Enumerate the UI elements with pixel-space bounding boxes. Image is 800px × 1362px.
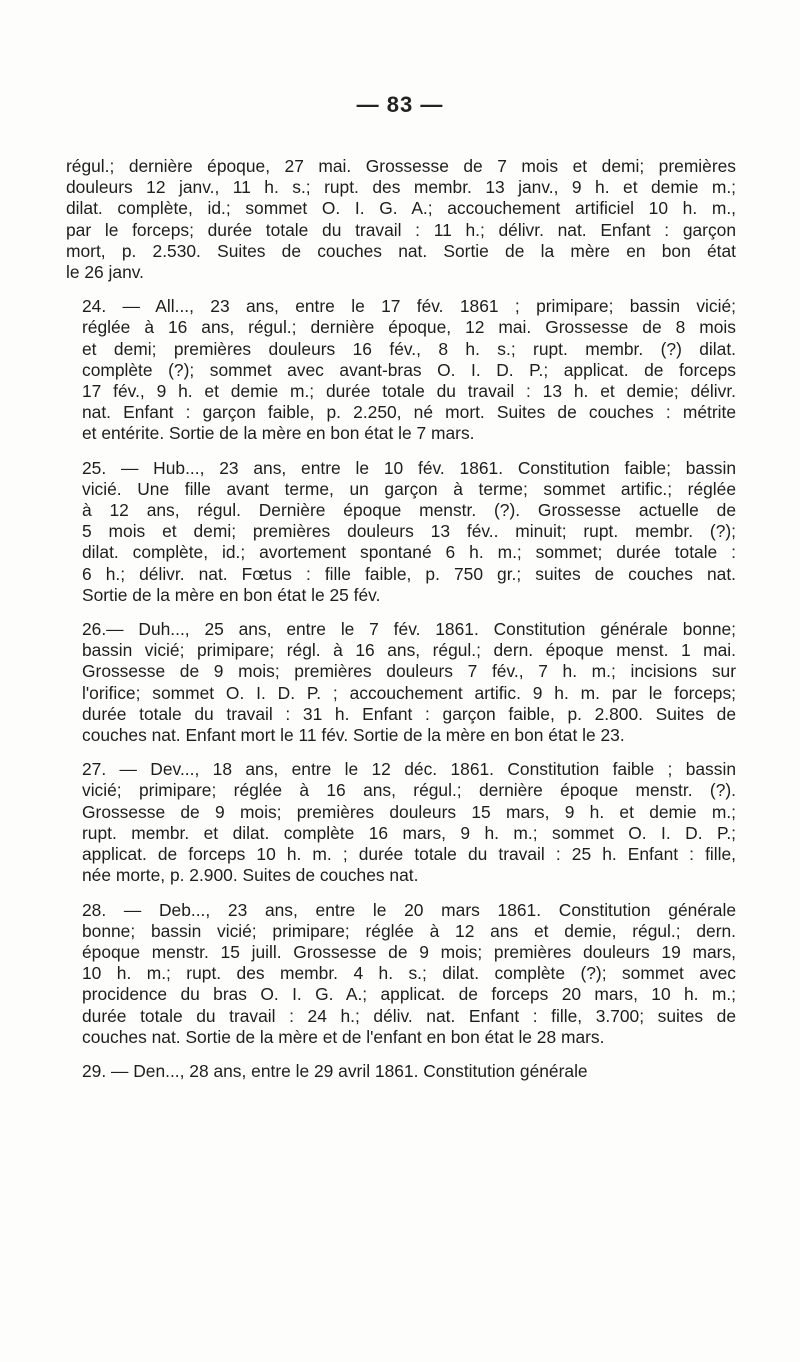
text-line: Sortie de la mère en bon état le 25 fév. (82, 584, 381, 605)
body-text (66, 156, 736, 1095)
paragraph-case-29 (66, 1061, 736, 1082)
text-line: 17 fév., 9 h. et demie m.; durée totale du travail : 13 h. et demie; délivr. (82, 381, 736, 402)
text-line: applicat. de forceps 10 h. m. ; durée totale du travail : 25 h. Enfant : fille, (82, 844, 736, 865)
text-line: époque menstr. 15 juill. Grossesse de 9 mois; premières douleurs 19 mars, (82, 941, 736, 962)
text-line: 10 h. m.; rupt. des membr. 4 h. s.; dilat. complète (?); sommet avec (82, 963, 736, 984)
text-line: durée totale du travail : 24 h.; déliv. nat. Enfant : fille, 3.700; suites de (82, 1005, 736, 1026)
text-line: couches nat. Sortie de la mère et de l'enfant en bon état le 28 mars. (82, 1026, 605, 1047)
text-line: 24. — All..., 23 ans, entre le 17 fév. 1861 ; primipare; bassin vicié; (82, 296, 736, 317)
paragraph-case-25 (66, 458, 736, 606)
text-line: 27. — Dev..., 18 ans, entre le 12 déc. 1861. Constitution faible ; bassin (82, 759, 736, 780)
text-line: dilat. complète, id.; sommet O. I. G. A.; accouchement artificiel 10 h. m., (66, 198, 736, 219)
text-line: vicié. Une fille avant terme, un garçon à terme; sommet artific.; réglée (82, 478, 736, 499)
text-line: 5 mois et demi; premières douleurs 13 fév.. minuit; rupt. membr. (?); (82, 521, 736, 542)
paragraph-case-24 (66, 296, 736, 444)
paragraph-case-27 (66, 759, 736, 886)
text-line: réglée à 16 ans, régul.; dernière époque, 12 mai. Grossesse de 8 mois (82, 317, 736, 338)
text-line: dilat. complète, id.; avortement spontané 6 h. m.; sommet; durée totale : (82, 542, 736, 563)
text-line: 6 h.; délivr. nat. Fœtus : fille faible, p. 750 gr.; suites de couches nat. (82, 563, 736, 584)
text-line: couches nat. Enfant mort le 11 fév. Sortie de la mère en bon état le 23. (82, 725, 625, 746)
paragraph-case-28 (66, 900, 736, 1048)
text-line: 28. — Deb..., 23 ans, entre le 20 mars 1861. Constitution générale (82, 899, 736, 920)
text-line: née morte, p. 2.900. Suites de couches nat. (82, 865, 419, 886)
text-line: 26.— Duh..., 25 ans, entre le 7 fév. 1861. Constitution générale bonne; (82, 619, 736, 640)
text-line: rupt. membr. et dilat. complète 16 mars, 9 h. m.; sommet O. I. D. P.; (82, 822, 736, 843)
text-line: mort, p. 2.530. Suites de couches nat. Sortie de la mère en bon état (66, 240, 736, 261)
paragraph-case-26 (66, 619, 736, 746)
text-line: vicié; primipare; réglée à 16 ans, régul.; dernière époque menstr. (?). (82, 780, 736, 801)
text-line: durée totale du travail : 31 h. Enfant : garçon faible, p. 2.800. Suites de (82, 703, 736, 724)
text-line: bassin vicié; primipare; régl. à 16 ans, régul.; dern. époque menst. 1 mai. (82, 640, 736, 661)
text-line: par le forceps; durée totale du travail : 11 h.; délivr. nat. Enfant : garçon (66, 219, 736, 240)
text-line: complète (?); sommet avec avant-bras O. I. D. P.; applicat. de forceps (82, 359, 736, 380)
text-line: procidence du bras O. I. G. A.; applicat. de forceps 20 mars, 10 h. m.; (82, 984, 736, 1005)
text-line: à 12 ans, régul. Dernière époque menstr. (?). Grossesse actuelle de (82, 500, 736, 521)
text-line: et demi; premières douleurs 16 fév., 8 h. s.; rupt. membr. (?) dilat. (82, 338, 736, 359)
text-line: douleurs 12 janv., 11 h. s.; rupt. des membr. 13 janv., 9 h. et demie m.; (66, 177, 736, 198)
text-line: Grossesse de 9 mois; premières douleurs 7 fév., 7 h. m.; incisions sur (82, 661, 736, 682)
paragraph-23-continued (66, 156, 736, 283)
text-line: régul.; dernière époque, 27 mai. Grossesse de 7 mois et demi; premières (66, 156, 736, 176)
text-line: 29. — Den..., 28 ans, entre le 29 avril 1861. Constitution générale (82, 1060, 588, 1081)
text-line: bonne; bassin vicié; primipare; réglée à 12 ans et demie, régul.; dern. (82, 920, 736, 941)
text-line: nat. Enfant : garçon faible, p. 2.250, né mort. Suites de couches : métrite (82, 402, 736, 423)
text-line: l'orifice; sommet O. I. D. P. ; accouchement artific. 9 h. m. par le forceps; (82, 682, 736, 703)
text-line: et entérite. Sortie de la mère en bon état le 7 mars. (82, 423, 475, 444)
text-line: le 26 janv. (66, 262, 144, 283)
text-line: 25. — Hub..., 23 ans, entre le 10 fév. 1861. Constitution faible; bassin (82, 457, 736, 478)
text-line: Grossesse de 9 mois; premières douleurs 15 mars, 9 h. et demie m.; (82, 801, 736, 822)
page-number: — 83 — (356, 92, 444, 117)
